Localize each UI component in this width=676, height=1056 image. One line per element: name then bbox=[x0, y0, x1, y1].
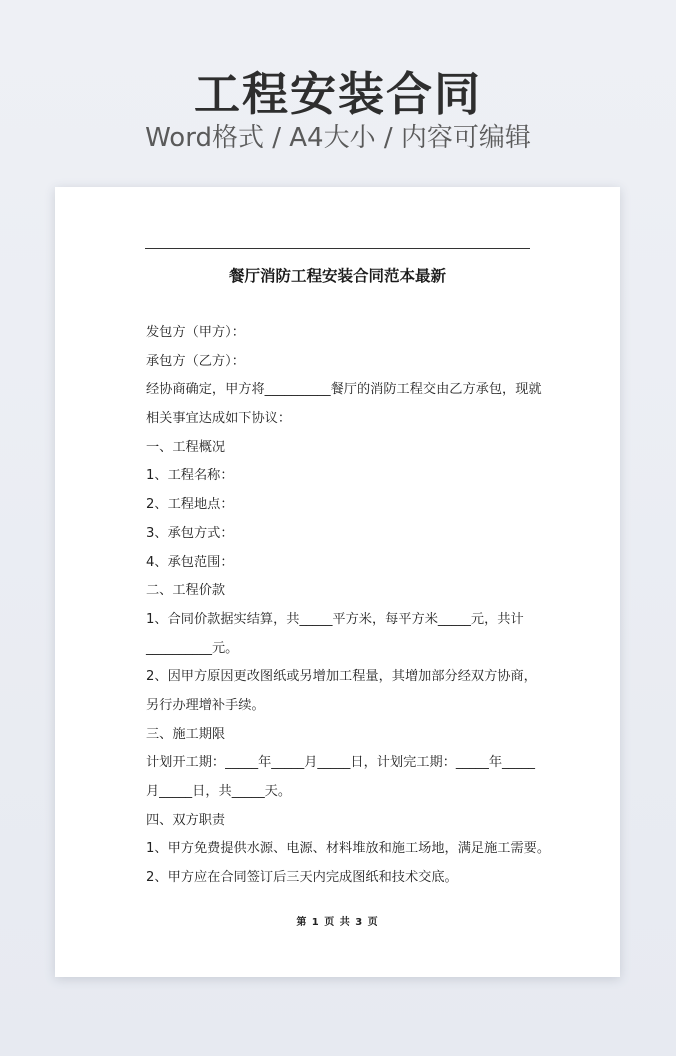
clause-line: 4、承包范围： bbox=[146, 554, 234, 570]
section-heading: 四、双方职责 bbox=[146, 812, 226, 828]
document-page bbox=[55, 187, 620, 977]
clause-line: 2、因甲方原因更改图纸或另增加工程量，其增加部分经双方协商， bbox=[146, 669, 537, 685]
clause-line: 另行办理增补手续。 bbox=[146, 697, 265, 713]
document-body bbox=[146, 319, 551, 893]
party-b-line: 承包方（乙方）： bbox=[146, 353, 245, 369]
clause-line: 月_____日，共_____天。 bbox=[146, 784, 292, 799]
clause-line: 1、甲方免费提供水源、电源、材料堆放和施工场地，满足施工需要。 bbox=[146, 841, 551, 857]
paragraph-line: 经协商确定，甲方将__________餐厅的消防工程交由乙方承包，现就 bbox=[146, 382, 542, 398]
document-title: 餐厅消防工程安装合同范本最新 bbox=[228, 267, 446, 285]
header-rule bbox=[145, 248, 530, 249]
clause-line: 计划开工期：_____年_____月_____日，计划完工期：_____年_____ bbox=[146, 755, 536, 771]
section-heading: 三、施工期限 bbox=[146, 726, 226, 742]
banner-title: 工程安装合同 bbox=[194, 67, 482, 121]
clause-line: 3、承包方式： bbox=[146, 525, 234, 541]
clause-line: 1、合同价款据实结算，共_____平方米，每平方米_____元，共计 bbox=[146, 611, 524, 627]
section-heading: 一、工程概况 bbox=[146, 439, 226, 455]
page-number: 第 1 页 共 3 页 bbox=[296, 917, 379, 928]
section-heading: 二、工程价款 bbox=[146, 583, 226, 599]
clause-line: 2、甲方应在合同签订后三天内完成图纸和技术交底。 bbox=[146, 870, 458, 886]
clause-line: 2、工程地点： bbox=[146, 497, 234, 513]
clause-line: __________元。 bbox=[146, 640, 239, 656]
paragraph-line: 相关事宜达成如下协议： bbox=[146, 411, 292, 427]
banner-subtitle: Word格式 / A4大小 / 内容可编辑 bbox=[145, 123, 531, 153]
clause-line: 1、工程名称： bbox=[146, 468, 234, 484]
party-a-line: 发包方（甲方）： bbox=[146, 325, 245, 340]
